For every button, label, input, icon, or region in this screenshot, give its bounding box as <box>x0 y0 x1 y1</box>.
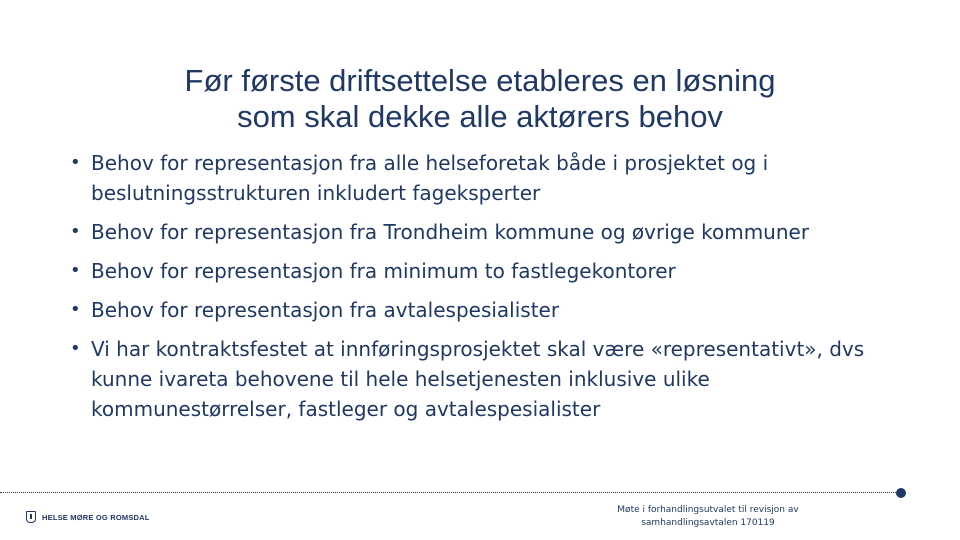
bullet-text: Behov for representasjon fra alle helseforetak både i prosjektet og i beslutningsstrukturen inkludert fageksperter <box>91 151 769 205</box>
bullet-text: Behov for representasjon fra avtalespesialister <box>91 298 560 322</box>
shield-icon <box>26 511 36 523</box>
footer-divider <box>0 492 900 493</box>
bullet-icon: • <box>70 260 81 281</box>
organization-logo <box>26 510 150 524</box>
bullet-item <box>70 295 900 325</box>
slide-title <box>60 63 900 135</box>
footer-divider-end-dot <box>896 488 906 498</box>
bullet-icon: • <box>70 152 81 173</box>
meeting-line-2: samhandlingsavtalen 170119 <box>641 518 775 528</box>
meeting-line-1: Møte i forhandlingsutvalet til revisjon av <box>617 505 799 515</box>
bullet-text: Vi har kontraktsfestet at innføringsprosjektet skal være «representativt», dvs kunne ivareta behovene til hele helsetjenesten inklusive ulike kommunestørrelser, fastleger og avtalespesialister <box>91 337 865 421</box>
title-line-2: som skal dekke alle aktørers behov <box>237 98 723 134</box>
bullet-text: Behov for representasjon fra Trondheim kommune og øvrige kommuner <box>91 220 810 244</box>
bullet-item <box>70 148 900 208</box>
bullet-icon: • <box>70 299 81 320</box>
bullet-item <box>70 217 900 247</box>
title-line-1: Før første driftsettelse etableres en løsning <box>184 62 776 98</box>
bullet-text: Behov for representasjon fra minimum to fastlegekontorer <box>91 259 676 283</box>
bullet-list <box>70 148 900 433</box>
bullet-icon: • <box>70 221 81 242</box>
bullet-item <box>70 334 900 424</box>
footer-meeting-caption <box>598 504 818 530</box>
logo-text: HELSE MØRE OG ROMSDAL <box>42 512 150 522</box>
bullet-item <box>70 256 900 286</box>
bullet-icon: • <box>70 338 81 359</box>
